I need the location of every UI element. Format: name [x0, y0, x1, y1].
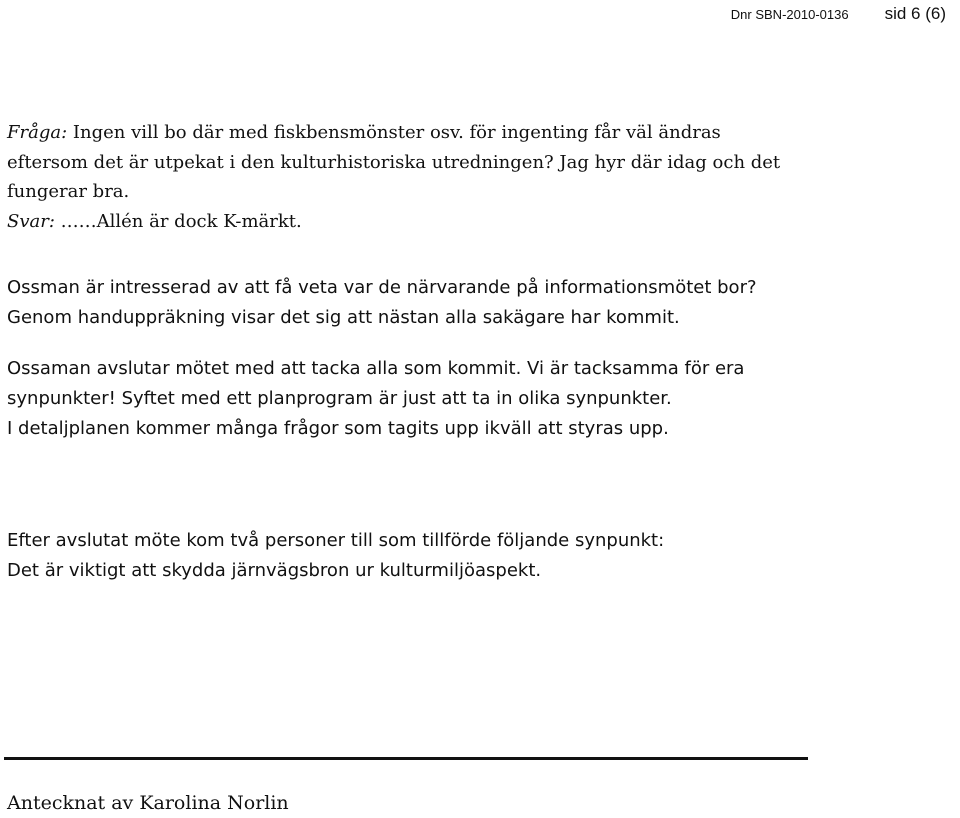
paragraph-after-meeting	[7, 526, 947, 585]
question-line-2: eftersom det är utpekat i den kulturhistoriska utredningen? Jag hyr där idag och det	[7, 151, 781, 173]
answer-line	[7, 207, 947, 237]
page-header	[731, 4, 946, 24]
answer-text: ……Allén är dock K-märkt.	[54, 211, 302, 233]
answer-label: Svar:	[7, 211, 55, 233]
question-line-1	[7, 118, 947, 148]
closing-line-1: Ossaman avslutar mötet med att tacka alla som kommit. Vi är tacksamma för era	[7, 358, 745, 380]
paragraph-residence	[7, 273, 947, 332]
question-label: Fråga:	[7, 122, 68, 143]
document-body	[7, 118, 947, 586]
after-meeting-line-1: Efter avslutat möte kom två personer till som tillförde följande synpunkt:	[7, 530, 665, 552]
closing-line-2: synpunkter! Syftet med ett planprogram är just att ta in olika synpunkter.	[7, 387, 672, 409]
question-text: Ingen vill bo där med fiskbensmönster osv. för ingenting får väl ändras	[67, 122, 721, 143]
annotated-by: Antecknat av Karolina Norlin	[7, 792, 289, 814]
page-number: sid 6 (6)	[884, 4, 946, 23]
residence-line-2: Genom handuppräkning visar det sig att nästan alla sakägare har kommit.	[7, 306, 680, 328]
question-line-3: fungerar bra.	[7, 181, 130, 203]
closing-line-3: I detaljplanen kommer många frågor som tagits upp ikväll att styras upp.	[7, 417, 669, 439]
paragraph-closing	[7, 354, 947, 443]
residence-line-1: Ossman är intresserad av att få veta var de närvarande på informationsmötet bor?	[7, 276, 757, 298]
document-number: Dnr SBN-2010-0136	[730, 7, 849, 22]
signature-divider	[4, 757, 808, 760]
after-meeting-line-2: Det är viktigt att skydda järnvägsbron ur kulturmiljöaspekt.	[7, 560, 542, 582]
